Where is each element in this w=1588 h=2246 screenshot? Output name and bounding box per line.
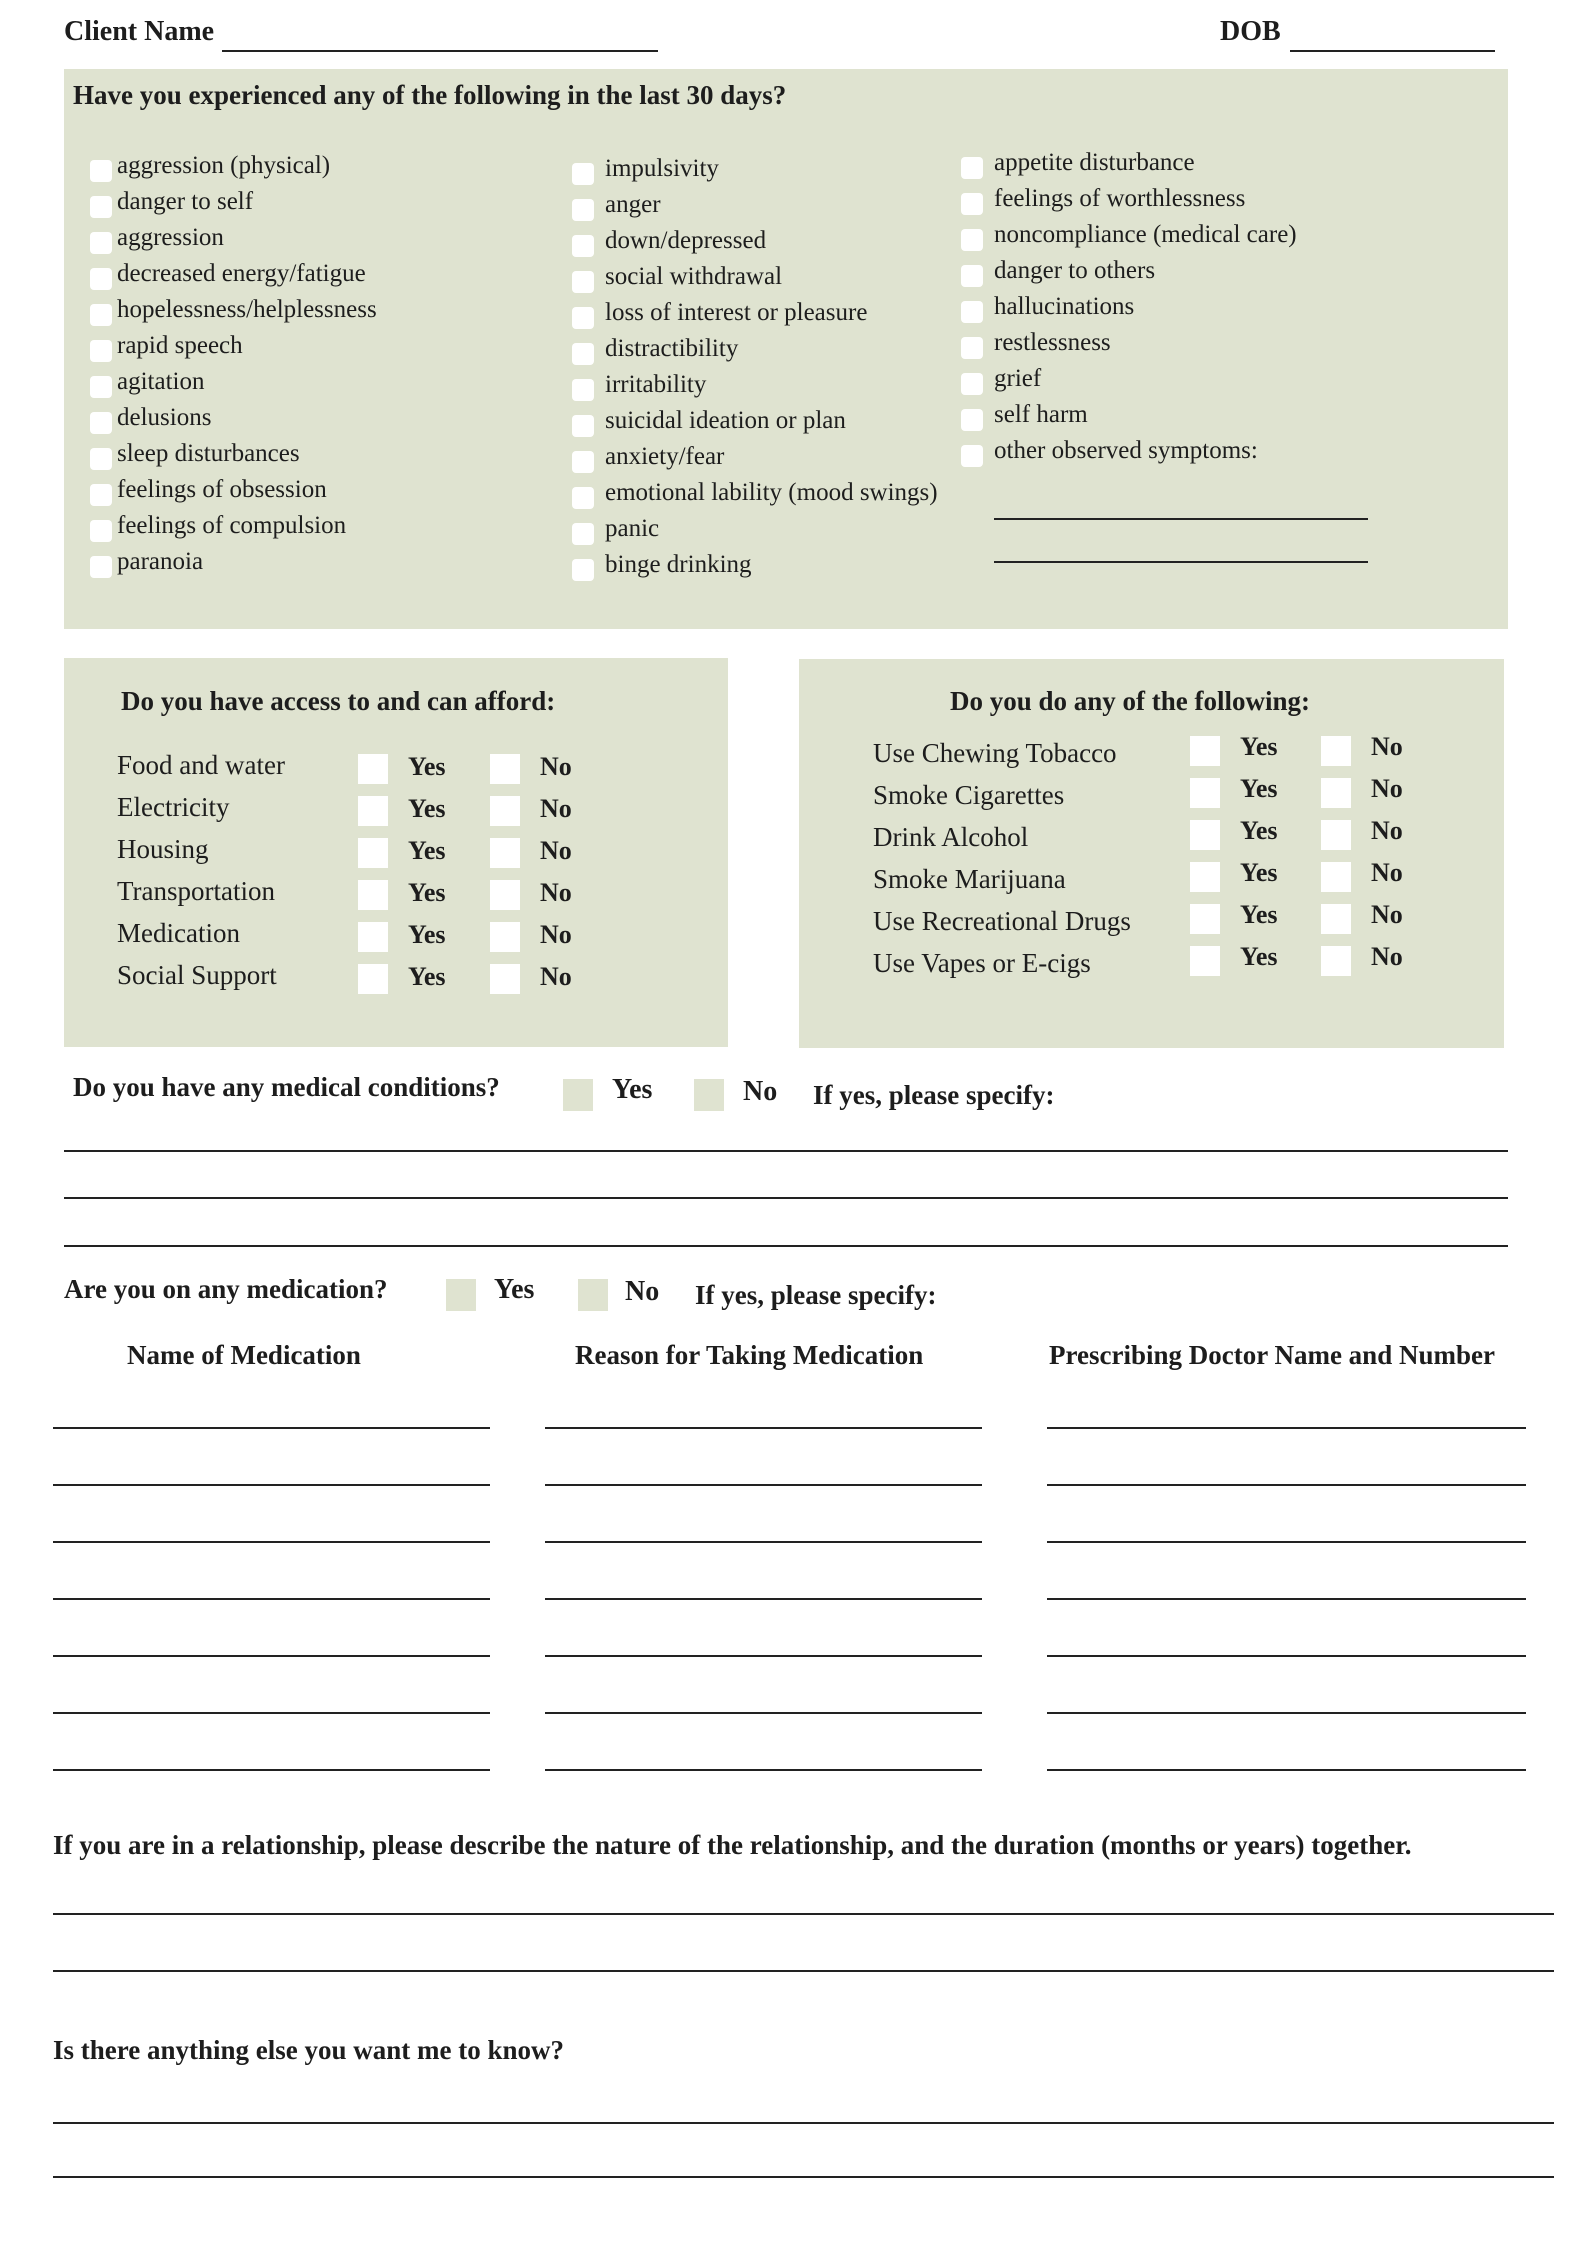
yes-label: Yes xyxy=(408,752,446,781)
medication-column-header: Name of Medication xyxy=(127,1340,361,1370)
habit-item-label: Use Vapes or E-cigs xyxy=(873,948,1091,978)
symptom-label: hopelessness/helplessness xyxy=(117,296,377,323)
symptom-checkbox[interactable] xyxy=(90,160,112,182)
no-label: No xyxy=(540,962,572,991)
access-item-label: Social Support xyxy=(117,960,277,990)
no-label: No xyxy=(1371,942,1403,971)
symptom-label: aggression xyxy=(117,224,224,251)
medical-conditions-line[interactable] xyxy=(64,1197,1508,1199)
medical-conditions-line[interactable] xyxy=(64,1245,1508,1247)
yes-checkbox[interactable] xyxy=(1190,904,1220,934)
yes-label: Yes xyxy=(408,794,446,823)
medication-entry-line[interactable] xyxy=(1047,1541,1526,1543)
other-question: Is there anything else you want me to know? xyxy=(53,2035,565,2065)
medication-entry-line[interactable] xyxy=(545,1541,982,1543)
symptom-label: agitation xyxy=(117,368,205,395)
symptom-label: delusions xyxy=(117,404,212,431)
symptom-checkbox[interactable] xyxy=(961,337,983,359)
no-label: No xyxy=(625,1276,660,1307)
medication-entry-line[interactable] xyxy=(545,1769,982,1771)
yes-checkbox[interactable] xyxy=(1190,946,1220,976)
yes-label: Yes xyxy=(612,1074,653,1105)
relationship-question: If you are in a relationship, please describe the nature of the relationship, and the duration (months or years) together. xyxy=(53,1830,1412,1860)
other-symptoms-line[interactable] xyxy=(994,518,1368,520)
symptom-label: rapid speech xyxy=(117,332,243,359)
no-label: No xyxy=(1371,816,1403,845)
medical-specify-label: If yes, please specify: xyxy=(813,1080,1055,1110)
no-checkbox[interactable] xyxy=(490,922,520,952)
symptom-label: loss of interest or pleasure xyxy=(605,299,868,326)
symptom-label: emotional lability (mood swings) xyxy=(605,479,938,506)
medication-entry-line[interactable] xyxy=(545,1484,982,1486)
symptom-checkbox[interactable] xyxy=(961,373,983,395)
symptom-label: binge drinking xyxy=(605,551,752,578)
symptom-label: decreased energy/fatigue xyxy=(117,260,366,287)
symptom-label: danger to self xyxy=(117,188,254,215)
symptom-label: grief xyxy=(994,365,1042,392)
no-checkbox[interactable] xyxy=(490,880,520,910)
yes-checkbox[interactable] xyxy=(358,838,388,868)
dob-label: DOB xyxy=(1220,16,1281,47)
medication-entry-line[interactable] xyxy=(53,1427,490,1429)
habit-item-label: Smoke Cigarettes xyxy=(873,780,1065,810)
yes-checkbox[interactable] xyxy=(358,922,388,952)
yes-checkbox[interactable] xyxy=(1190,778,1220,808)
no-label: No xyxy=(1371,900,1403,929)
symptom-label: feelings of compulsion xyxy=(117,512,347,539)
symptom-checkbox[interactable] xyxy=(961,229,983,251)
habit-item-label: Use Recreational Drugs xyxy=(873,906,1131,936)
access-item-label: Transportation xyxy=(117,876,276,906)
medication-entry-line[interactable] xyxy=(1047,1769,1526,1771)
no-checkbox[interactable] xyxy=(490,754,520,784)
symptom-checkbox[interactable] xyxy=(572,163,594,185)
no-checkbox[interactable] xyxy=(1321,778,1351,808)
habits-panel xyxy=(799,659,1504,1048)
no-label: No xyxy=(1371,774,1403,803)
access-item-label: Medication xyxy=(117,918,240,948)
symptom-checkbox[interactable] xyxy=(572,379,594,401)
medical-yes-checkbox[interactable] xyxy=(563,1079,593,1111)
habit-item-label: Drink Alcohol xyxy=(873,822,1029,852)
yes-label: Yes xyxy=(1240,816,1278,845)
medication-column-header: Prescribing Doctor Name and Number xyxy=(1049,1340,1495,1370)
access-item-label: Housing xyxy=(117,834,209,864)
medication-question: Are you on any medication? xyxy=(64,1274,388,1304)
symptom-checkbox[interactable] xyxy=(572,235,594,257)
symptom-label: paranoia xyxy=(117,548,204,575)
no-checkbox[interactable] xyxy=(490,964,520,994)
symptom-checkbox[interactable] xyxy=(572,415,594,437)
yes-label: Yes xyxy=(1240,732,1278,761)
yes-checkbox[interactable] xyxy=(358,964,388,994)
yes-label: Yes xyxy=(408,962,446,991)
symptom-checkbox[interactable] xyxy=(90,196,112,218)
symptom-checkbox[interactable] xyxy=(572,487,594,509)
yes-checkbox[interactable] xyxy=(1190,736,1220,766)
yes-checkbox[interactable] xyxy=(1190,862,1220,892)
no-checkbox[interactable] xyxy=(1321,736,1351,766)
medication-column-header: Reason for Taking Medication xyxy=(575,1340,924,1370)
symptom-checkbox[interactable] xyxy=(572,271,594,293)
symptom-checkbox[interactable] xyxy=(90,268,112,290)
symptom-checkbox[interactable] xyxy=(572,199,594,221)
medication-entry-line[interactable] xyxy=(545,1598,982,1600)
no-label: No xyxy=(540,794,572,823)
symptom-label: panic xyxy=(605,515,660,542)
medication-entry-line[interactable] xyxy=(1047,1712,1526,1714)
symptom-label: other observed symptoms: xyxy=(994,437,1258,464)
yes-label: Yes xyxy=(408,836,446,865)
medication-entry-line[interactable] xyxy=(545,1655,982,1657)
relationship-line[interactable] xyxy=(53,1970,1554,1972)
symptom-checkbox[interactable] xyxy=(90,448,112,470)
medication-entry-line[interactable] xyxy=(53,1655,490,1657)
medication-entry-line[interactable] xyxy=(1047,1427,1526,1429)
symptom-label: irritability xyxy=(605,371,707,398)
symptom-label: anxiety/fear xyxy=(605,443,725,470)
symptom-checkbox[interactable] xyxy=(90,412,112,434)
client-name-field[interactable] xyxy=(222,50,658,52)
habit-item-label: Use Chewing Tobacco xyxy=(873,738,1117,768)
symptom-checkbox[interactable] xyxy=(90,484,112,506)
symptom-label: restlessness xyxy=(994,329,1111,356)
symptom-label: feelings of worthlessness xyxy=(994,185,1246,212)
symptom-checkbox[interactable] xyxy=(961,301,983,323)
medication-entry-line[interactable] xyxy=(53,1769,490,1771)
symptom-checkbox[interactable] xyxy=(961,445,983,467)
no-label: No xyxy=(1371,732,1403,761)
symptom-checkbox[interactable] xyxy=(90,556,112,578)
symptom-checkbox[interactable] xyxy=(572,559,594,581)
other-info-line[interactable] xyxy=(53,2122,1554,2124)
medication-entry-line[interactable] xyxy=(1047,1484,1526,1486)
symptom-label: danger to others xyxy=(994,257,1156,284)
symptom-checkbox[interactable] xyxy=(961,265,983,287)
medication-yes-checkbox[interactable] xyxy=(446,1279,476,1311)
yes-label: Yes xyxy=(494,1274,535,1305)
medication-entry-line[interactable] xyxy=(53,1484,490,1486)
medication-entry-line[interactable] xyxy=(1047,1598,1526,1600)
symptom-checkbox[interactable] xyxy=(90,304,112,326)
no-checkbox[interactable] xyxy=(490,838,520,868)
symptom-label: suicidal ideation or plan xyxy=(605,407,846,434)
no-label: No xyxy=(540,752,572,781)
medication-entry-line[interactable] xyxy=(1047,1655,1526,1657)
symptom-label: anger xyxy=(605,191,661,218)
habit-item-label: Smoke Marijuana xyxy=(873,864,1066,894)
medication-entry-line[interactable] xyxy=(53,1541,490,1543)
symptom-label: noncompliance (medical care) xyxy=(994,221,1297,248)
yes-label: Yes xyxy=(1240,900,1278,929)
symptom-checkbox[interactable] xyxy=(572,523,594,545)
medication-specify-label: If yes, please specify: xyxy=(695,1280,937,1310)
no-label: No xyxy=(1371,858,1403,887)
symptom-label: distractibility xyxy=(605,335,739,362)
access-title: Do you have access to and can afford: xyxy=(121,686,556,716)
symptom-label: down/depressed xyxy=(605,227,767,254)
symptom-label: impulsivity xyxy=(605,155,719,182)
medication-entry-line[interactable] xyxy=(53,1598,490,1600)
no-label: No xyxy=(540,836,572,865)
yes-checkbox[interactable] xyxy=(358,754,388,784)
access-item-label: Food and water xyxy=(117,750,285,780)
symptom-label: feelings of obsession xyxy=(117,476,327,503)
no-checkbox[interactable] xyxy=(490,796,520,826)
no-label: No xyxy=(743,1076,778,1107)
medical-question: Do you have any medical conditions? xyxy=(73,1072,500,1102)
no-checkbox[interactable] xyxy=(1321,904,1351,934)
symptom-label: sleep disturbances xyxy=(117,440,300,467)
medical-no-checkbox[interactable] xyxy=(694,1079,724,1111)
other-symptoms-line[interactable] xyxy=(994,561,1368,563)
yes-checkbox[interactable] xyxy=(1190,820,1220,850)
other-info-line[interactable] xyxy=(53,2176,1554,2178)
symptom-label: aggression (physical) xyxy=(117,152,331,179)
access-item-label: Electricity xyxy=(117,792,230,822)
symptom-checkbox[interactable] xyxy=(961,157,983,179)
no-checkbox[interactable] xyxy=(1321,946,1351,976)
symptom-label: self harm xyxy=(994,401,1088,428)
symptom-checkbox[interactable] xyxy=(572,343,594,365)
medical-conditions-line[interactable] xyxy=(64,1150,1508,1152)
yes-label: Yes xyxy=(1240,942,1278,971)
no-label: No xyxy=(540,878,572,907)
no-label: No xyxy=(540,920,572,949)
no-checkbox[interactable] xyxy=(1321,820,1351,850)
medication-no-checkbox[interactable] xyxy=(578,1279,608,1311)
yes-label: Yes xyxy=(1240,858,1278,887)
symptom-checkbox[interactable] xyxy=(572,451,594,473)
symptom-label: hallucinations xyxy=(994,293,1135,320)
symptom-checkbox[interactable] xyxy=(90,340,112,362)
symptom-label: social withdrawal xyxy=(605,263,783,290)
yes-label: Yes xyxy=(408,920,446,949)
symptom-checkbox[interactable] xyxy=(90,376,112,398)
symptom-checkbox[interactable] xyxy=(961,193,983,215)
symptom-checkbox[interactable] xyxy=(90,520,112,542)
symptom-checkbox[interactable] xyxy=(572,307,594,329)
symptom-checkbox[interactable] xyxy=(90,232,112,254)
habits-title: Do you do any of the following: xyxy=(950,686,1311,716)
yes-checkbox[interactable] xyxy=(358,796,388,826)
dob-field[interactable] xyxy=(1290,50,1495,52)
medication-entry-line[interactable] xyxy=(545,1427,982,1429)
relationship-line[interactable] xyxy=(53,1913,1554,1915)
yes-label: Yes xyxy=(1240,774,1278,803)
no-checkbox[interactable] xyxy=(1321,862,1351,892)
symptom-label: appetite disturbance xyxy=(994,149,1195,176)
client-name-label: Client Name xyxy=(64,16,215,47)
medication-entry-line[interactable] xyxy=(545,1712,982,1714)
medication-entry-line[interactable] xyxy=(53,1712,490,1714)
symptoms-title: Have you experienced any of the following in the last 30 days? xyxy=(73,80,787,110)
yes-label: Yes xyxy=(408,878,446,907)
yes-checkbox[interactable] xyxy=(358,880,388,910)
symptom-checkbox[interactable] xyxy=(961,409,983,431)
